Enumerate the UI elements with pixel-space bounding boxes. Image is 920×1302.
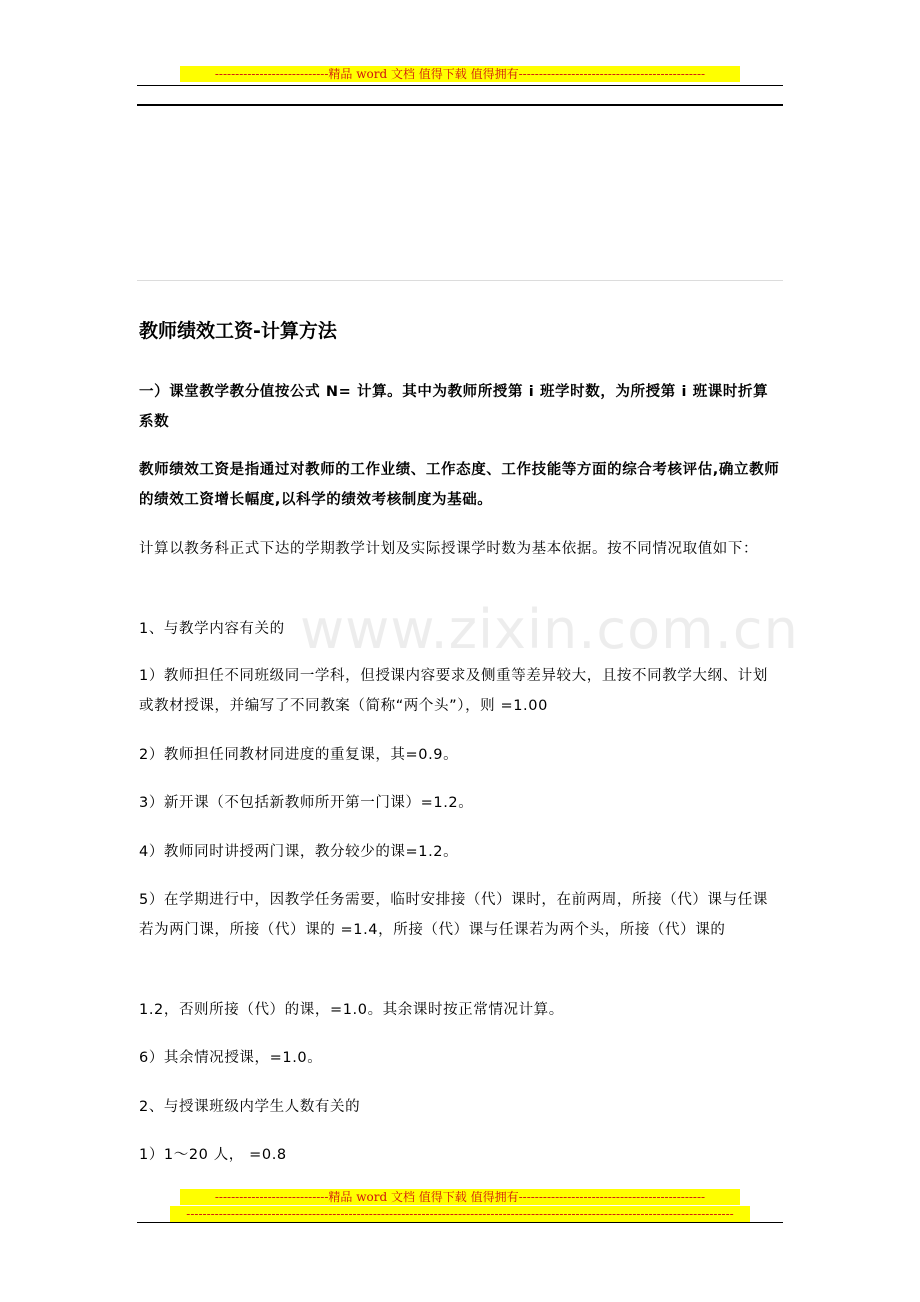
list-item-5-continued: 1.2，否则所接（代）的课，=1.0。其余课时按正常情况计算。 — [139, 1002, 564, 1018]
watermark: www.zixin.com.cn — [300, 598, 799, 661]
paragraph-basis: 计算以教务科正式下达的学期教学计划及实际授课学时数为基本依据。按不同情况取值如下： — [139, 541, 759, 557]
footer-banner: ----------------------------精品 word 文档 值得下载 值得拥有---------------------------------------------- — [180, 1189, 740, 1205]
section-heading-class-size: 2、与授课班级内学生人数有关的 — [139, 1099, 361, 1115]
footer-banner-dashes: --------------------------------------------------------------------------------------------------------------------------------------- — [170, 1206, 750, 1222]
list-item-4: 4）教师同时讲授两门课，教分较少的课=1.2。 — [139, 844, 459, 860]
document-title: 教师绩效工资-计算方法 — [139, 320, 337, 342]
class-size-item-1: 1）1～20 人， =0.8 — [139, 1147, 287, 1163]
section-heading-content: 1、与教学内容有关的 — [139, 621, 285, 637]
section-divider — [137, 280, 783, 281]
header-banner: ----------------------------精品 word 文档 值得下载 值得拥有---------------------------------------------- — [180, 66, 740, 82]
list-item-6: 6）其余情况授课，=1.0。 — [139, 1050, 323, 1066]
list-item-2: 2）教师担任同教材同进度的重复课，其=0.9。 — [139, 747, 459, 763]
header-rule-thin — [137, 85, 783, 86]
paragraph-formula: 一）课堂教学教分值按公式 N= 计算。其中为教师所授第 i 班学时数，为所授第 i 班课时折算系数 — [139, 384, 769, 430]
footer-rule — [137, 1222, 783, 1223]
header-rule-thick — [137, 104, 783, 106]
list-item-3: 3）新开课（不包括新教师所开第一门课）=1.2。 — [139, 795, 474, 811]
paragraph-definition: 教师绩效工资是指通过对教师的工作业绩、工作态度、工作技能等方面的综合考核评估,确立教师的绩效工资增长幅度,以科学的绩效考核制度为基础。 — [139, 462, 780, 508]
list-item-1: 1）教师担任不同班级同一学科，但授课内容要求及侧重等差异较大，且按不同教学大纲、计划或教材授课，并编写了不同教案（简称“两个头”），则 =1.00 — [139, 668, 768, 714]
list-item-5: 5）在学期进行中，因教学任务需要，临时安排接（代）课时，在前两周，所接（代）课与任课若为两门课，所接（代）课的 =1.4，所接（代）课与任课若为两个头，所接（代）课的 — [139, 892, 768, 938]
